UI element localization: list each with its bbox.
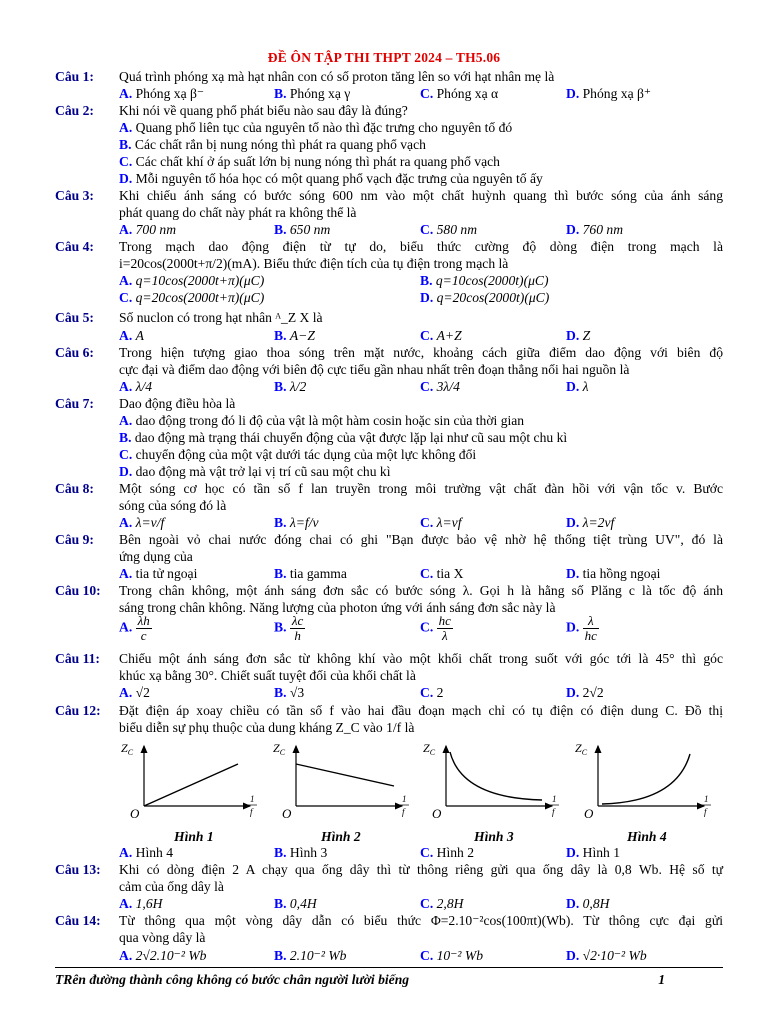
fraction: $\frac{\lambda}{hc}$ bbox=[584, 613, 597, 643]
question-text: Đặt điện áp xoay chiều có tần số f vào hai đầu đoạn mạch chỉ có tụ điện có điện dung C. Đồ thị bbox=[119, 703, 723, 718]
graph-label: Hình 3 bbox=[474, 829, 514, 844]
graph-hinh-1 bbox=[118, 740, 268, 825]
question-text: khúc xạ bằng 30°. Chiết suất tuyệt đối của khối chất là bbox=[119, 668, 416, 683]
option-b: B. 2.10⁻² Wb bbox=[274, 948, 347, 963]
option-a: A. λ/4 bbox=[119, 379, 153, 394]
graph-hinh-4 bbox=[572, 740, 722, 825]
question-text: phát quang do chất này phát ra không thể là bbox=[119, 205, 357, 220]
svg-text:f: f bbox=[250, 807, 253, 817]
option-b: B. 650 nm bbox=[274, 222, 331, 237]
question-text: biểu diễn sự phụ thuộc của dung kháng Z_C vào 1/f là bbox=[119, 720, 415, 735]
fraction: $\frac{\lambda h}{c}$ bbox=[137, 613, 150, 643]
svg-text:1: 1 bbox=[250, 794, 255, 804]
option-a: A. Hình 4 bbox=[119, 845, 174, 860]
option-b: B. √3 bbox=[274, 685, 305, 700]
question-label: Câu 5: bbox=[55, 310, 94, 325]
question-text: Chiếu một ánh sáng đơn sắc từ không khí vào một khối chất trong suốt với góc tới là 45° thì góc bbox=[119, 651, 723, 666]
svg-text:O: O bbox=[130, 806, 140, 821]
svg-text:ZC: $Z_C$ bbox=[273, 741, 286, 757]
graph-label: Hình 1 bbox=[174, 829, 214, 844]
svg-text:ZC: $Z_C$ bbox=[423, 741, 436, 757]
option-d: D. λ=2vf bbox=[566, 515, 615, 530]
option-d: D. tia hồng ngoại bbox=[566, 566, 661, 581]
option-a: A. dao động trong đó li độ của vật là một hàm cosin hoặc sin của thời gian bbox=[119, 413, 525, 428]
option-d: D. 760 nm bbox=[566, 222, 624, 237]
question-label: Câu 10: bbox=[55, 583, 101, 598]
graph-hinh-3 bbox=[420, 740, 570, 825]
option-d: D. 0,8H bbox=[566, 896, 610, 911]
question-text: Trong mạch dao động điện từ tự do, biểu thức cường độ dòng điện trong mạch là bbox=[119, 239, 723, 254]
svg-text:1: 1 bbox=[704, 794, 709, 804]
option-d: D. Hình 1 bbox=[566, 845, 621, 860]
option-a: A. $\frac{\lambda h}{c}$ bbox=[119, 613, 150, 643]
option-a: A. 700 nm bbox=[119, 222, 177, 237]
option-b: B. λ=f/v bbox=[274, 515, 319, 530]
question-text: ứng dụng của bbox=[119, 549, 193, 564]
question-text: Khi có dòng điện 2 A chạy qua ống dây thì từ thông riêng gửi qua ống dây là 0,8 Wb. Hệ số tự bbox=[119, 862, 723, 877]
question-label: Câu 13: bbox=[55, 862, 101, 877]
question-text: cảm của ống dây là bbox=[119, 879, 224, 894]
question-text: sóng của sóng đó là bbox=[119, 498, 227, 513]
option-b: B. Phóng xạ γ bbox=[274, 86, 351, 101]
question-label: Câu 2: bbox=[55, 103, 94, 118]
question-label: Câu 4: bbox=[55, 239, 94, 254]
graph-label: Hình 4 bbox=[627, 829, 667, 844]
footer-motto: TRên đường thành công không có bước chân người lười biếng bbox=[55, 972, 410, 987]
option-c: C. 3λ/4 bbox=[420, 379, 460, 394]
question-label: Câu 7: bbox=[55, 396, 94, 411]
question-text: Dao động điều hòa là bbox=[119, 396, 236, 411]
question-text: Trong chân không, một ánh sáng đơn sắc có bước sóng λ. Gọi h là hằng số Plăng c là tốc độ ánh bbox=[119, 583, 723, 598]
question-text: Trong hiện tượng giao thoa sóng trên mặt nước, khoảng cách giữa điểm dao động với biên độ bbox=[119, 345, 723, 360]
svg-text:O: O bbox=[282, 806, 292, 821]
question-text: qua vòng dây là bbox=[119, 930, 206, 945]
option-c: C. 2 bbox=[420, 685, 444, 700]
option-d: D. $\frac{\lambda}{hc}$ bbox=[566, 613, 597, 643]
option-a: A. A bbox=[119, 328, 144, 343]
page-number: 1 bbox=[658, 972, 665, 987]
question-label: Câu 11: bbox=[55, 651, 100, 666]
question-label: Câu 14: bbox=[55, 913, 101, 928]
question-text: cực đại và điểm dao động với biên độ cực tiểu gần nhau nhất trên đoạn thẳng nối hai nguồn là bbox=[119, 362, 630, 377]
graph-hinh-2 bbox=[270, 740, 420, 825]
option-d: D. Z bbox=[566, 328, 591, 343]
question-text: Quá trình phóng xạ mà hạt nhân con có số proton tăng lên so với hạt nhân mẹ là bbox=[119, 69, 555, 84]
graph-label: Hình 2 bbox=[321, 829, 361, 844]
svg-text:1: 1 bbox=[552, 794, 557, 804]
option-a: A. tia tử ngoại bbox=[119, 566, 198, 581]
svg-text:ZC: $Z_C$ bbox=[575, 741, 588, 757]
option-b: B. Hình 3 bbox=[274, 845, 328, 860]
footer-divider bbox=[55, 967, 723, 968]
option-c: C. 2,8H bbox=[420, 896, 464, 911]
question-text: Khi nói về quang phổ phát biểu nào sau đây là đúng? bbox=[119, 103, 408, 118]
exam-title: ĐỀ ÔN TẬP THI THPT 2024 – TH5.06 bbox=[267, 50, 501, 65]
option-b: B. Các chất rắn bị nung nóng thì phát ra quang phổ vạch bbox=[119, 137, 426, 152]
option-c: C. $\frac{hc}{\lambda}$ bbox=[420, 613, 451, 643]
option-c: C. tia X bbox=[420, 566, 464, 581]
option-a: A. Quang phổ liên tục của nguyên tố nào thì đặc trưng cho nguyên tố đó bbox=[119, 120, 513, 135]
option-d: D. 2√2 bbox=[566, 685, 604, 700]
option-a: A. q=10cos(2000t+π)(μC) bbox=[119, 273, 265, 288]
question-text: Số nuclon có trong hạt nhân ᴬ_Z X là bbox=[119, 310, 323, 325]
option-b: B. tia gamma bbox=[274, 566, 347, 581]
question-label: Câu 3: bbox=[55, 188, 94, 203]
question-text: Một sóng cơ học có tần số f lan truyền trong môi trường vật chất đàn hồi với vận tốc v. Bước bbox=[119, 481, 723, 496]
option-d: D. dao động mà vật trở lại vị trí cũ sau một chu kì bbox=[119, 464, 391, 479]
question-text: Khi chiếu ánh sáng có bước sóng 600 nm vào một chất huỳnh quang thì bước sóng của ánh sáng bbox=[119, 188, 723, 203]
option-b: B. $\frac{\lambda c}{h}$ bbox=[274, 613, 304, 643]
svg-text:O: O bbox=[584, 806, 594, 821]
option-c: C. λ=vf bbox=[420, 515, 462, 530]
question-label: Câu 1: bbox=[55, 69, 94, 84]
option-a: A. 2√2.10⁻² Wb bbox=[119, 948, 207, 963]
option-c: C. Các chất khí ở áp suất lớn bị nung nóng thì phát ra quang phổ vạch bbox=[119, 154, 500, 169]
svg-text:O: O bbox=[432, 806, 442, 821]
question-text: sáng trong chân không. Năng lượng của photon ứng với ánh sáng đơn sắc này là bbox=[119, 600, 556, 615]
option-b: B. dao động mà trạng thái chuyển động của vật được lặp lại như cũ sau một chu kì bbox=[119, 430, 568, 445]
option-d: D. λ bbox=[566, 379, 589, 394]
question-label: Câu 12: bbox=[55, 703, 101, 718]
svg-text:f: f bbox=[704, 807, 707, 817]
option-c: C. chuyển động của một vật dưới tác dụng của một lực không đổi bbox=[119, 447, 477, 462]
question-label: Câu 9: bbox=[55, 532, 94, 547]
option-c: C. Hình 2 bbox=[420, 845, 475, 860]
option-c: C. q=20cos(2000t+π)(μC) bbox=[119, 290, 265, 305]
svg-text:1: 1 bbox=[402, 794, 407, 804]
option-a: A. √2 bbox=[119, 685, 150, 700]
footer bbox=[55, 972, 723, 988]
option-d: D. Mỗi nguyên tố hóa học có một quang phổ vạch đặc trưng của nguyên tố ấy bbox=[119, 171, 543, 186]
option-b: B. λ/2 bbox=[274, 379, 307, 394]
option-d: D. Phóng xạ β⁺ bbox=[566, 86, 652, 101]
option-d: D. q=20cos(2000t)(μC) bbox=[420, 290, 550, 305]
svg-text:ZC: $Z_C$ bbox=[121, 741, 134, 757]
question-text: Từ thông qua một vòng dây dẫn có biểu thức Φ=2.10⁻²cos(100πt)(Wb). Từ thông cực đại gửi bbox=[119, 913, 723, 928]
option-c: C. 10⁻² Wb bbox=[420, 948, 483, 963]
option-a: A. λ=v/f bbox=[119, 515, 165, 530]
option-b: B. 0,4H bbox=[274, 896, 317, 911]
option-b: B. A−Z bbox=[274, 328, 315, 343]
fraction: $\frac{\lambda c}{h}$ bbox=[291, 613, 304, 643]
question-label: Câu 8: bbox=[55, 481, 94, 496]
option-c: C. Phóng xạ α bbox=[420, 86, 499, 101]
question-text: i=20cos(2000t+π/2)(mA). Biểu thức điện tích của tụ điện trong mạch là bbox=[119, 256, 509, 271]
question-text: Bên ngoài vỏ chai nước đóng chai có ghi "Bạn được bảo vệ nhờ hệ thống tiệt trùng UV", đó là bbox=[119, 532, 723, 547]
fraction: $\frac{hc}{\lambda}$ bbox=[438, 613, 451, 643]
option-c: C. A+Z bbox=[420, 328, 462, 343]
option-a: A. 1,6H bbox=[119, 896, 163, 911]
option-c: C. 580 nm bbox=[420, 222, 478, 237]
option-d: D. √2·10⁻² Wb bbox=[566, 948, 647, 963]
svg-text:f: f bbox=[402, 807, 405, 817]
option-b: B. q=10cos(2000t)(μC) bbox=[420, 273, 549, 288]
svg-text:f: f bbox=[552, 807, 555, 817]
option-a: A. Phóng xạ β⁻ bbox=[119, 86, 205, 101]
question-label: Câu 6: bbox=[55, 345, 94, 360]
